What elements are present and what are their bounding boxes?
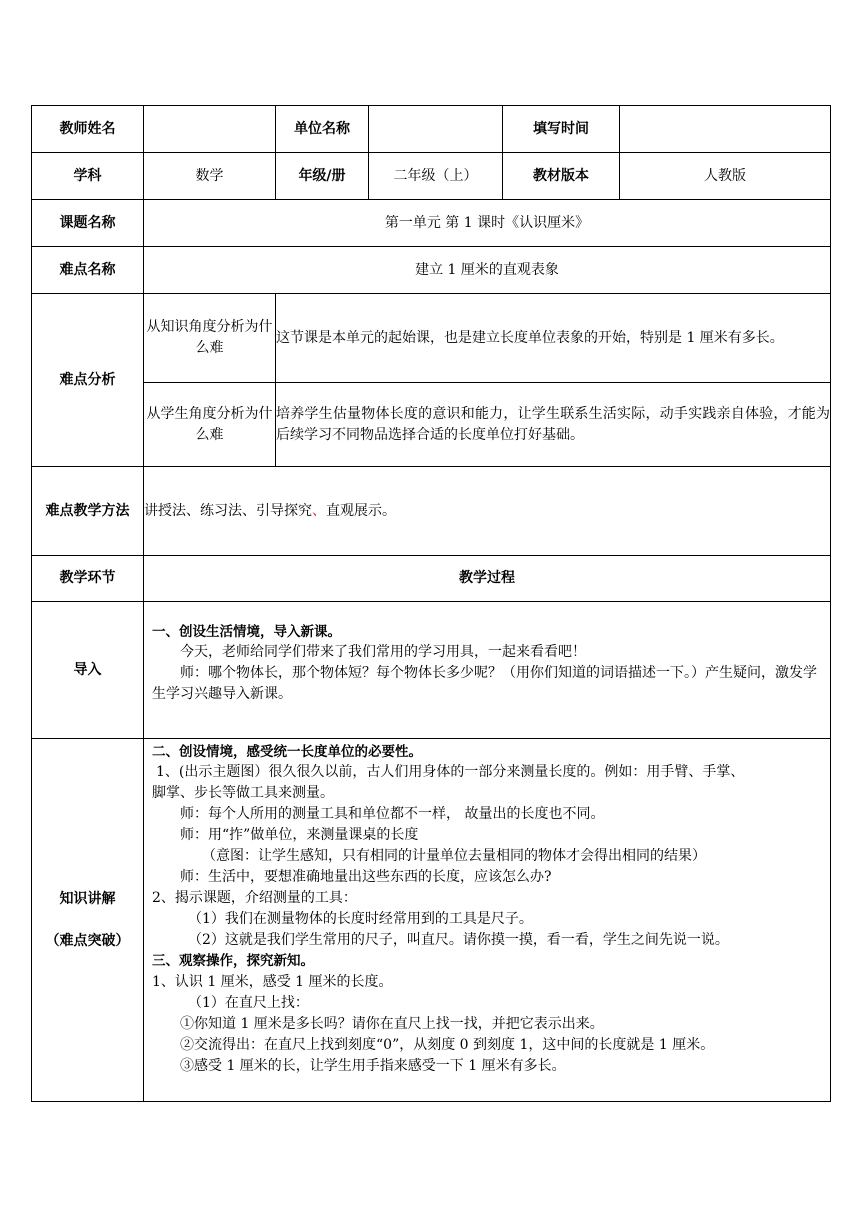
- knowledge-angle-text: 这节课是本单元的起始课，也是建立长度单位表象的开始，特别是 1 厘米有多长。: [276, 294, 831, 383]
- difficulty-name-label: 难点名称: [32, 247, 144, 294]
- knowledge-line: （2）这就是我们学生常用的尺子，叫直尺。请你摸一摸，看一看，学生之间先说一说。: [188, 932, 729, 949]
- grade-label: 年级/册: [276, 153, 369, 200]
- lesson-title-label: 课题名称: [32, 200, 144, 247]
- teaching-stage-header: 教学环节: [32, 556, 144, 602]
- intro-content: [144, 602, 831, 739]
- knowledge-line: ①你知道 1 厘米是多长吗？请你在直尺上找一找，并把它表示出来。: [180, 1015, 604, 1032]
- difficulty-name-value: 建立 1 厘米的直观表象: [144, 247, 831, 294]
- knowledge-line: 2、揭示课题，介绍测量的工具：: [152, 890, 357, 907]
- unit-name-label: 单位名称: [276, 106, 369, 153]
- knowledge-line: （1）我们在测量物体的长度时经常用到的工具是尺子。: [188, 911, 533, 928]
- lesson-plan-table: [31, 105, 831, 1102]
- knowledge-stage-label: [32, 739, 144, 1102]
- teaching-method-text: [144, 467, 831, 556]
- knowledge-line: 1、(出示主题图）很久很久以前，古人们用身体的一部分来测量长度的。例如：用手臂、手掌、: [156, 764, 745, 781]
- teacher-name-label: 教师姓名: [32, 106, 144, 153]
- knowledge-line: （意图：让学生感知，只有相同的计量单位去量相同的物体才会得出相同的结果）: [202, 848, 706, 865]
- teaching-method-separator: 、: [312, 502, 326, 519]
- knowledge-line: 脚掌、步长等做工具来测量。: [152, 785, 334, 802]
- section-heading-2: 二、创设情境，感受统一长度单位的必要性。: [152, 744, 422, 760]
- subject-label: 学科: [32, 153, 144, 200]
- knowledge-line: 师：每个人所用的测量工具和单位都不一样， 故量出的长度也不同。: [180, 806, 605, 823]
- row-knowledge: [32, 739, 831, 1102]
- teacher-name-field[interactable]: [144, 106, 276, 153]
- intro-line-2: 师：哪个物体长，那个物体短？每个物体长多少呢？（用你们知道的词语描述一下。）产生疑问，激发学生学习兴趣导入新课。: [152, 665, 817, 703]
- grade-value: 二年级（上）: [369, 153, 503, 200]
- subject-value: 数学: [144, 153, 276, 200]
- row-intro: [32, 602, 831, 739]
- knowledge-line: 师：用“拃”做单位，来测量课桌的长度: [180, 827, 419, 844]
- difficulty-analysis-label: 难点分析: [32, 294, 144, 467]
- intro-heading: 一、创设生活情境，导入新课。: [152, 624, 341, 640]
- edition-value: 人教版: [620, 153, 831, 200]
- lesson-title-value: 第一单元 第 1 课时《认识厘米》: [144, 200, 831, 247]
- teaching-method-part1: 讲授法、练习法、引导探究: [144, 502, 312, 519]
- row-subject: [32, 153, 831, 200]
- knowledge-line: ②交流得出：在直尺上找到刻度“0”，从刻度 0 到刻度 1，这中间的长度就是 1 厘米。: [180, 1036, 715, 1053]
- knowledge-angle-label: 从知识角度分析为什么难: [144, 294, 276, 383]
- row-method: [32, 467, 831, 556]
- teaching-method-label: 难点教学方法: [32, 467, 144, 556]
- intro-stage-label: 导入: [32, 602, 144, 739]
- fill-time-label: 填写时间: [503, 106, 620, 153]
- knowledge-stage-line-1: 知识讲解: [59, 891, 116, 907]
- teaching-process-header: 教学过程: [144, 556, 831, 602]
- teaching-method-part2: 直观展示。: [326, 502, 396, 519]
- row-analysis-knowledge: [32, 294, 831, 383]
- knowledge-line: （1）在直尺上找：: [188, 994, 309, 1011]
- fill-time-field[interactable]: [620, 106, 831, 153]
- unit-name-field[interactable]: [369, 106, 503, 153]
- section-heading-3: 三、观察操作，探究新知。: [152, 953, 314, 970]
- edition-label: 教材版本: [503, 153, 620, 200]
- knowledge-content: [144, 739, 831, 1102]
- row-process-header: [32, 556, 831, 602]
- student-angle-text: 培养学生估量物体长度的意识和能力，让学生联系生活实际，动手实践亲自体验，才能为后续学习不同物品选择合适的长度单位打好基础。: [276, 383, 831, 467]
- intro-line-1: 今天，老师给同学们带来了我们常用的学习用具，一起来看看吧！: [180, 644, 586, 661]
- row-header-info: [32, 106, 831, 153]
- knowledge-line: ③感受 1 厘米的长，让学生用手指来感受一下 1 厘米有多长。: [180, 1057, 566, 1074]
- row-analysis-student: [32, 383, 831, 467]
- knowledge-line: 师：生活中，要想准确地量出这些东西的长度，应该怎么办?: [180, 869, 552, 886]
- knowledge-line: 1、认识 1 厘米，感受 1 厘米的长度。: [152, 973, 393, 990]
- student-angle-label: 从学生角度分析为什么难: [144, 383, 276, 467]
- knowledge-stage-line-2: （难点突破）: [45, 933, 130, 949]
- row-lesson-title: [32, 200, 831, 247]
- row-difficulty-name: [32, 247, 831, 294]
